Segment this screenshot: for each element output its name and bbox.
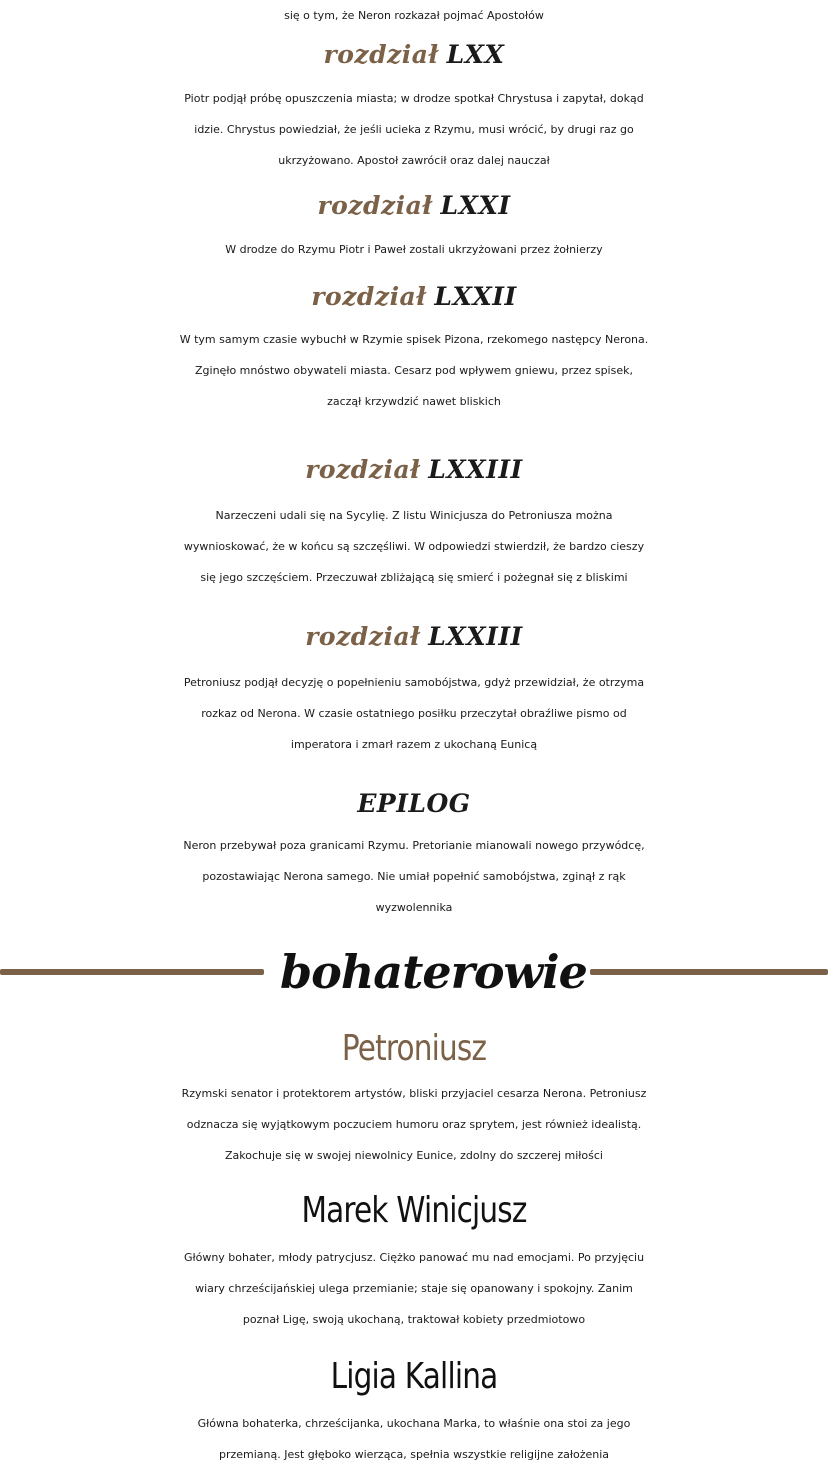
text-line: imperatora i zmarł razem z ukochaną Eunicą bbox=[290, 738, 538, 751]
text-line: W tym samym czasie wybuchł w Rzymie spisek Pizona, rzekomego następcy Nerona. bbox=[179, 333, 649, 346]
chapter-label: rozdział bbox=[323, 40, 439, 69]
text-line: odznacza się wyjątkowym poczuciem humoru oraz sprytem, jest również idealistą. bbox=[186, 1118, 642, 1131]
text-line: wyzwolennika bbox=[375, 901, 453, 914]
chapter-paragraph-lxxiii bbox=[0, 500, 828, 593]
chapter-label: rozdział bbox=[305, 622, 421, 651]
text-line: przemianą. Jest głęboko wierząca, spełnia wszystkie religijne założenia bbox=[218, 1448, 610, 1461]
character-description-marek-winicjusz bbox=[0, 1242, 828, 1335]
text-line: Główna bohaterka, chrześcijanka, ukochana Marka, to właśnie ona stoi za jego bbox=[197, 1417, 631, 1430]
character-description-ligia-kallina bbox=[0, 1408, 828, 1470]
epilogue-paragraph bbox=[0, 830, 828, 923]
text-line: Neron przebywał poza granicami Rzymu. Pretorianie mianowali nowego przywódcę, bbox=[183, 839, 645, 852]
text-line: się o tym, że Neron rozkazał pojmać Apostołów bbox=[284, 9, 544, 22]
text-line: Rzymski senator i protektorem artystów, bliski przyjaciel cesarza Nerona. Petroniusz bbox=[181, 1087, 647, 1100]
text-line: wywnioskować, że w końcu są szczęśliwi. W odpowiedzi stwierdził, że bardzo cieszy bbox=[183, 540, 645, 553]
text-line: Zakochuje się w swojej niewolnicy Eunice, zdolny do szczerej miłości bbox=[225, 1149, 603, 1162]
text-line: Zginęło mnóstwo obywateli miasta. Cesarz pod wpływem gniewu, przez spisek, bbox=[195, 364, 633, 377]
text-line: Petroniusz podjął decyzję o popełnieniu samobójstwa, gdyż przewidział, że otrzyma bbox=[183, 676, 645, 689]
epilogue-label: EPILOG bbox=[357, 789, 471, 818]
epilogue-heading bbox=[0, 787, 828, 821]
characters-section-header bbox=[0, 940, 828, 1004]
chapter-numeral: LXXIII bbox=[428, 455, 523, 484]
chapter-paragraph-lxxii bbox=[0, 324, 828, 417]
divider-rule-left bbox=[0, 969, 264, 975]
text-line: Piotr podjął próbę opuszczenia miasta; w drodze spotkał Chrystusa i zapytał, dokąd bbox=[184, 92, 644, 105]
chapter-paragraph-lxxi bbox=[0, 234, 828, 265]
chapter-paragraph-lxx bbox=[0, 83, 828, 176]
text-line: Narzeczeni udali się na Sycylię. Z listu Winicjusza do Petroniusza można bbox=[215, 509, 613, 522]
text-line: W drodze do Rzymu Piotr i Paweł zostali ukrzyżowani przez żołnierzy bbox=[225, 243, 603, 256]
character-name-petroniusz: Petroniusz bbox=[341, 1028, 487, 1069]
chapter-heading-lxxii bbox=[0, 280, 828, 314]
text-line: idzie. Chrystus powiedział, że jeśli ucieka z Rzymu, musi wrócić, by drugi raz go bbox=[194, 123, 634, 136]
characters-section-title: bohaterowie bbox=[280, 945, 587, 999]
text-line: pozostawiając Nerona samego. Nie umiał popełnić samobójstwa, zginął z rąk bbox=[202, 870, 626, 883]
text-line: się jego szczęściem. Przeczuwał zbliżającą się smierć i pożegnał się z bliskimi bbox=[200, 571, 628, 584]
text-line: wiary chrześcijańskiej ulega przemianie; staje się opanowany i spokojny. Zanim bbox=[195, 1282, 633, 1295]
character-name-ligia-kallina: Ligia Kallina bbox=[330, 1356, 498, 1397]
chapter-heading-lxxi bbox=[0, 189, 828, 223]
chapter-numeral: LXXI bbox=[440, 191, 511, 220]
chapter-paragraph-lxxiii-second bbox=[0, 667, 828, 760]
chapter-heading-lxxiii-second bbox=[0, 620, 828, 654]
text-line: ukrzyżowano. Apostoł zawrócił oraz dalej nauczał bbox=[278, 154, 550, 167]
chapter-numeral: LXXII bbox=[434, 282, 517, 311]
chapter-label: rozdział bbox=[305, 455, 421, 484]
character-description-petroniusz bbox=[0, 1078, 828, 1171]
chapter-heading-lxxiii bbox=[0, 453, 828, 487]
text-line: zaczął krzywdzić nawet bliskich bbox=[327, 395, 501, 408]
text-line: Główny bohater, młody patrycjusz. Ciężko panować mu nad emocjami. Po przyjęciu bbox=[183, 1251, 645, 1264]
chapter-numeral: LXXIII bbox=[428, 622, 523, 651]
chapter-numeral: LXX bbox=[446, 40, 505, 69]
chapter-heading-lxx bbox=[0, 38, 828, 72]
character-name-marek-winicjusz: Marek Winicjusz bbox=[301, 1190, 527, 1231]
chapter-label: rozdział bbox=[311, 282, 427, 311]
text-line: rozkaz od Nerona. W czasie ostatniego posiłku przeczytał obraźliwe pismo od bbox=[201, 707, 627, 720]
chapter-label: rozdział bbox=[317, 191, 433, 220]
text-line: poznał Ligę, swoją ukochaną, traktował kobiety przedmiotowo bbox=[242, 1313, 586, 1326]
divider-rule-right bbox=[590, 969, 828, 975]
intro-paragraph bbox=[0, 0, 828, 31]
